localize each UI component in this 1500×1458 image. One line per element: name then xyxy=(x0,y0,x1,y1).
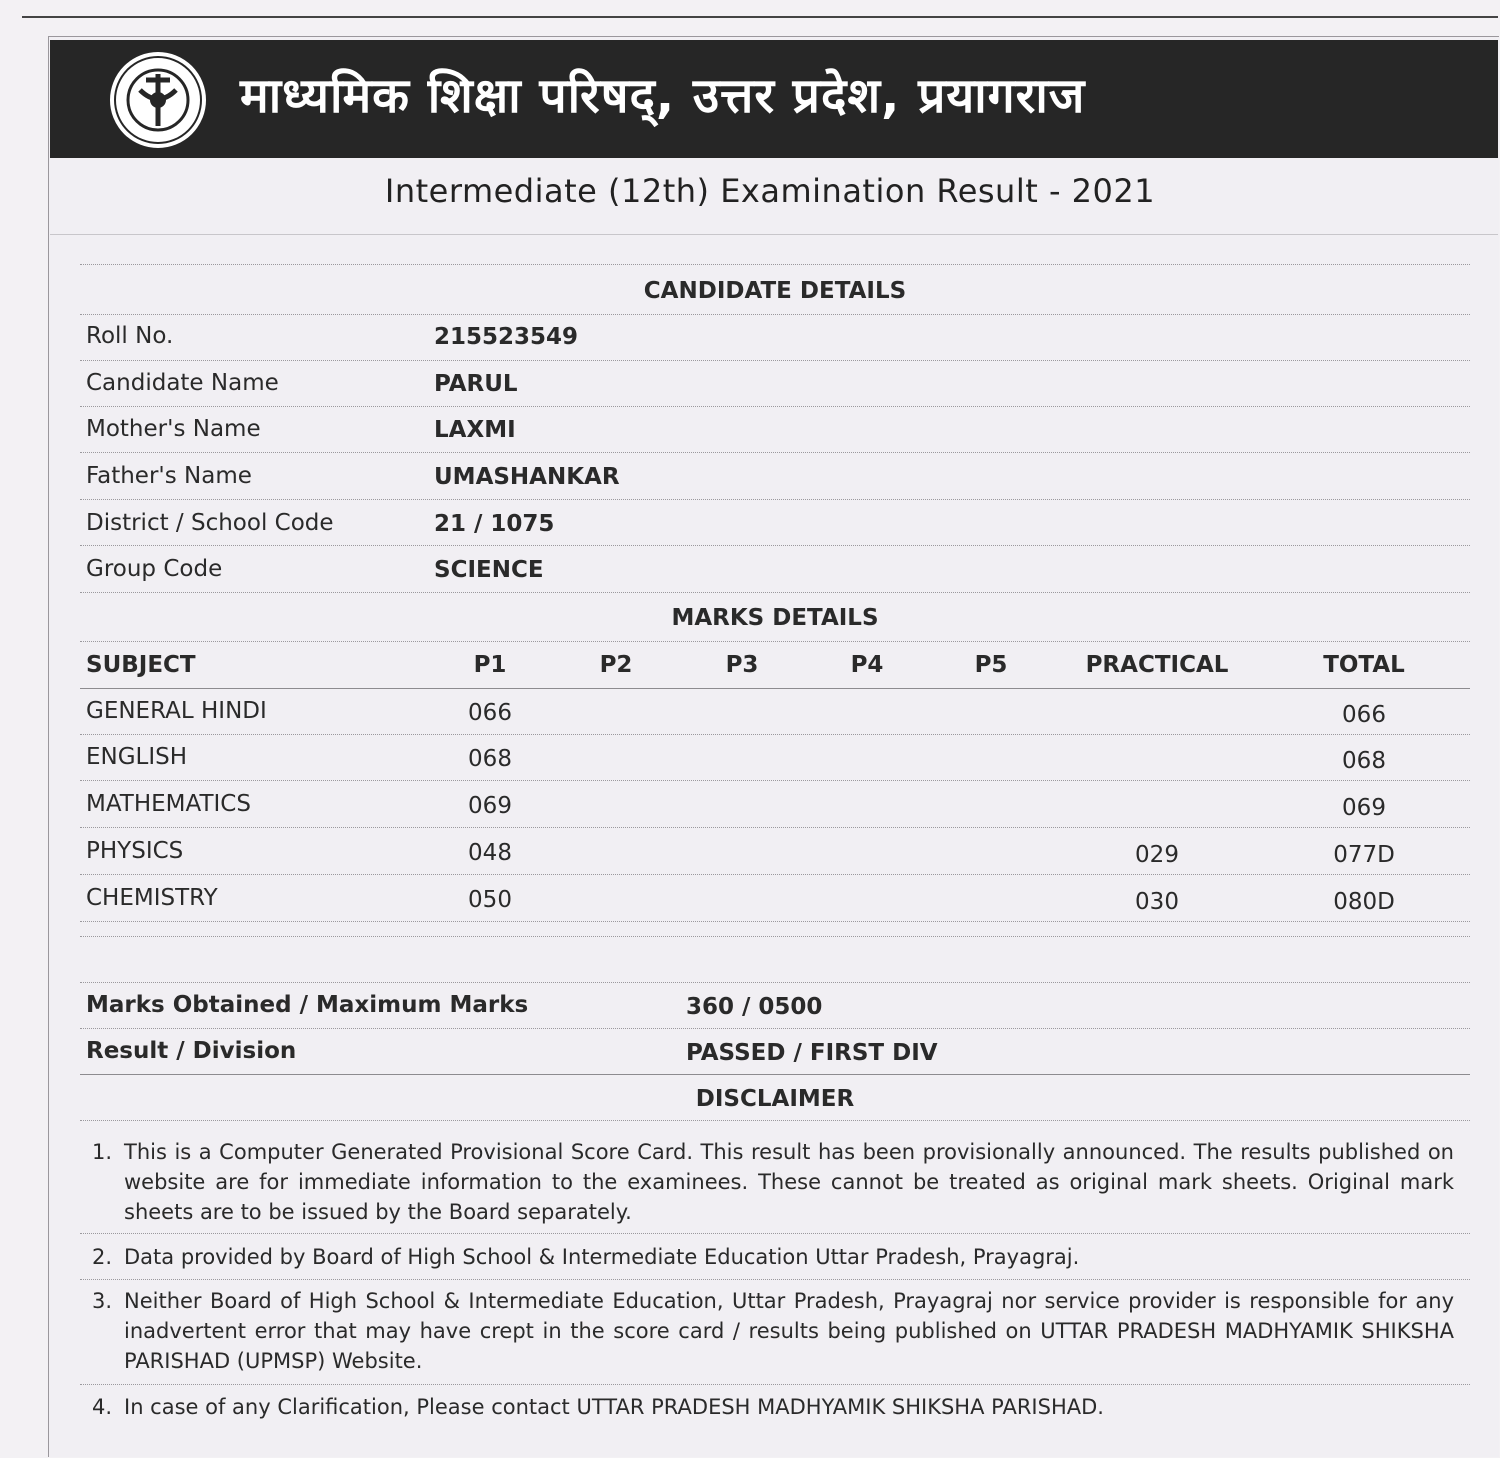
divider xyxy=(80,734,1470,735)
header-bar xyxy=(50,40,1498,158)
divider xyxy=(80,936,1470,937)
district-school-code-label: District / School Code xyxy=(86,510,334,536)
divider xyxy=(80,452,1470,453)
subject-name: MATHEMATICS xyxy=(86,791,251,817)
district-school-code-value: 21 / 1075 xyxy=(434,511,555,537)
divider xyxy=(80,982,1470,983)
marks-obtained-label: Marks Obtained / Maximum Marks xyxy=(86,992,529,1018)
divider xyxy=(80,780,1470,781)
subject-name: PHYSICS xyxy=(86,838,184,864)
disclaimer-number: 3. xyxy=(92,1289,113,1313)
divider xyxy=(80,921,1470,922)
candidate-details-heading: CANDIDATE DETAILS xyxy=(643,278,907,304)
mother-name-value: LAXMI xyxy=(434,417,516,443)
disclaimer-number: 1. xyxy=(92,1140,113,1164)
practical-mark: 030 xyxy=(1135,889,1179,915)
roll-no-label: Roll No. xyxy=(86,323,174,349)
mother-name-label: Mother's Name xyxy=(86,416,261,442)
disclaimer-text: In case of any Clarification, Please contact UTTAR PRADESH MADHYAMIK SHIKSHA PARISHAD. xyxy=(124,1395,1104,1419)
father-name-label: Father's Name xyxy=(86,463,252,489)
divider xyxy=(80,688,1470,689)
group-code-label: Group Code xyxy=(86,556,223,582)
divider xyxy=(80,499,1470,500)
p1-mark: 069 xyxy=(468,793,512,819)
divider xyxy=(80,874,1470,875)
col-subject-header: SUBJECT xyxy=(86,652,196,678)
disclaimer-item xyxy=(92,1392,1454,1422)
candidate-name-value: PARUL xyxy=(434,371,518,397)
divider xyxy=(80,264,1470,265)
group-code-value: SCIENCE xyxy=(434,557,544,583)
col-p1-header: P1 xyxy=(473,652,507,678)
divider xyxy=(80,1384,1470,1385)
total-mark: 068 xyxy=(1342,748,1386,774)
candidate-name-label: Candidate Name xyxy=(86,370,279,396)
exam-title: Intermediate (12th) Examination Result - 2021 xyxy=(384,172,1156,210)
subject-name: CHEMISTRY xyxy=(86,885,218,911)
roll-no-value: 215523549 xyxy=(434,324,579,350)
father-name-value: UMASHANKAR xyxy=(434,464,620,490)
disclaimer-number: 2. xyxy=(92,1245,113,1269)
divider xyxy=(80,641,1470,642)
board-name: माध्यमिक शिक्षा परिषद्, उत्तर प्रदेश, प्रयागराज xyxy=(240,68,1086,124)
divider xyxy=(80,406,1470,407)
disclaimer-item xyxy=(92,1137,1454,1227)
total-mark: 080D xyxy=(1333,889,1395,915)
divider xyxy=(80,1074,1470,1075)
marks-obtained-value: 360 / 0500 xyxy=(686,994,823,1020)
disclaimer-text: Data provided by Board of High School & Intermediate Education Uttar Pradesh, Prayagraj. xyxy=(124,1245,1080,1269)
page-top-rule xyxy=(22,16,1498,18)
disclaimer-heading: DISCLAIMER xyxy=(695,1086,855,1112)
title-divider xyxy=(50,234,1498,235)
p1-mark: 050 xyxy=(468,887,512,913)
col-p2-header: P2 xyxy=(599,652,633,678)
practical-mark: 029 xyxy=(1135,842,1179,868)
upmsp-emblem-icon xyxy=(108,50,208,150)
col-p4-header: P4 xyxy=(850,652,884,678)
disclaimer-item xyxy=(92,1286,1454,1376)
p1-mark: 048 xyxy=(468,840,512,866)
disclaimer-item xyxy=(92,1242,1454,1272)
subject-name: GENERAL HINDI xyxy=(86,698,267,724)
col-p5-header: P5 xyxy=(974,652,1008,678)
divider xyxy=(80,1120,1470,1121)
disclaimer-text: This is a Computer Generated Provisional Score Card. This result has been provisionally announced. The results published on website are for immediate information to the examinees. These cannot be treated as original mark sheets. Original mark sheets are to be issued by the Board separately. xyxy=(124,1140,1454,1224)
total-mark: 069 xyxy=(1342,795,1386,821)
divider xyxy=(80,1028,1470,1029)
p1-mark: 068 xyxy=(468,746,512,772)
total-mark: 066 xyxy=(1342,702,1386,728)
col-p3-header: P3 xyxy=(725,652,759,678)
p1-mark: 066 xyxy=(468,700,512,726)
divider xyxy=(80,1233,1470,1234)
total-mark: 077D xyxy=(1333,842,1395,868)
disclaimer-text: Neither Board of High School & Intermediate Education, Uttar Pradesh, Prayagraj nor service provider is responsible for any inadvertent error that may have crept in the score card / results being published on UTTAR PRADESH MADHYAMIK SHIKSHA PARISHAD (UPMSP) Website. xyxy=(124,1289,1454,1373)
divider xyxy=(80,1279,1470,1280)
result-division-value: PASSED / FIRST DIV xyxy=(686,1040,938,1066)
marks-details-heading: MARKS DETAILS xyxy=(671,605,879,631)
result-division-label: Result / Division xyxy=(86,1038,297,1064)
divider xyxy=(80,360,1470,361)
disclaimer-number: 4. xyxy=(92,1395,113,1419)
divider xyxy=(80,545,1470,546)
col-total-header: TOTAL xyxy=(1323,652,1405,678)
col-practical-header: PRACTICAL xyxy=(1085,652,1229,678)
divider xyxy=(80,827,1470,828)
subject-name: ENGLISH xyxy=(86,744,188,770)
divider xyxy=(80,314,1470,315)
divider xyxy=(80,592,1470,593)
